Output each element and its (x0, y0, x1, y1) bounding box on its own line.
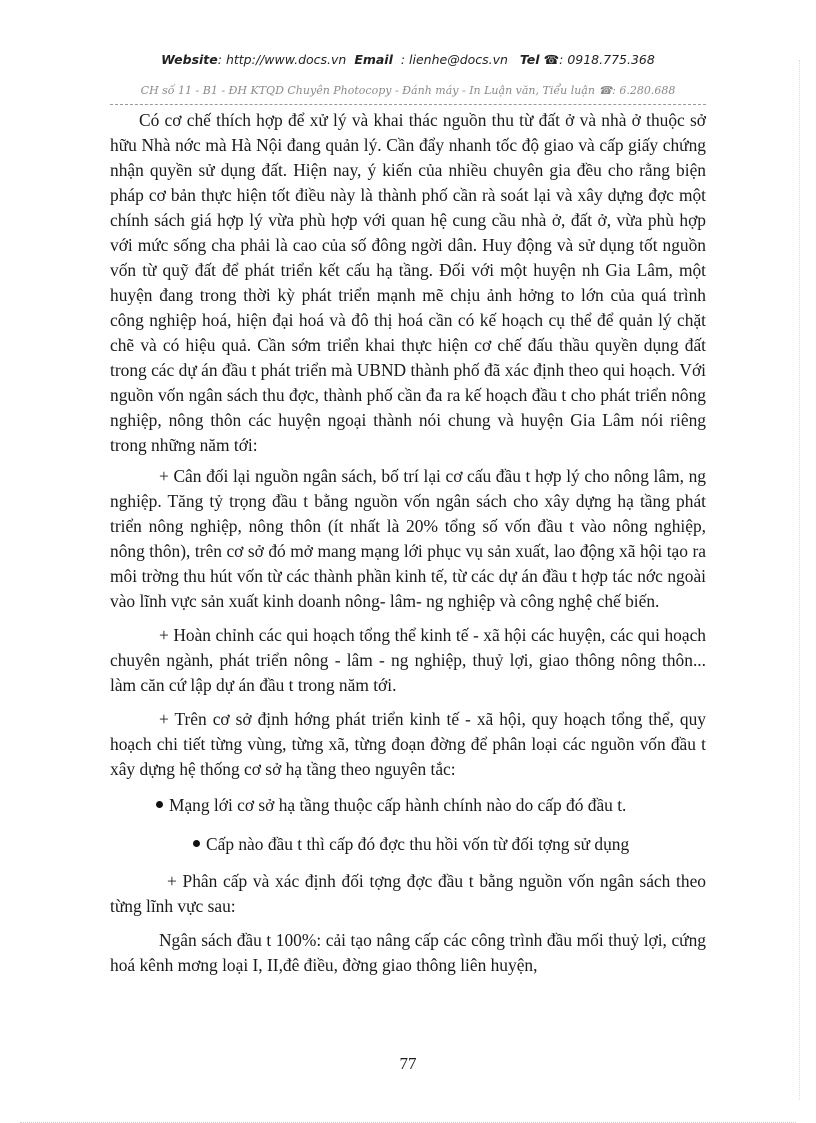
bullet-icon (193, 840, 200, 847)
document-body (110, 108, 706, 978)
tel-label: Tel (519, 52, 540, 67)
email-value: : lienhe@docs.vn (400, 52, 508, 67)
website-label: Website (161, 52, 218, 67)
paragraph: + Cân đối lại nguồn ngân sách, bố trí lại cơ cấu đầu t hợp lý cho nông lâm, ng nghiệp. Tăng tỷ trọng đầu t bằng nguồn vốn ngân sách cho xây dựng hạ tầng phát triển nông nghiệp, nông thôn (ít nhất là 20% tổng số vốn đầu t vào nông nghiệp, nông thôn), trên cơ sở đó mở mang mạng lới phục vụ sản xuất, lao động xã hội tạo ra môi trờng thu hút vốn từ các thành phần kinh tế, từ các dự án đầu t hợp tác nớc ngoài vào lĩnh vực sản xuất kinh doanh nông- lâm- ng nghiệp và công nghệ chế biến. (110, 466, 706, 611)
bullet-item (110, 793, 706, 818)
bullet-text: Cấp nào đầu t thì cấp đó đợc thu hồi vốn từ đối tợng sử dụng (206, 834, 630, 854)
paragraph: + Trên cơ sở định hớng phát triển kinh tế - xã hội, quy hoạch tổng thể, quy hoạch chi tiết từng vùng, từng xã, từng đoạn đờng để phân loại các nguồn vốn đầu t xây dựng hệ thống cơ sở hạ tầng theo nguyên tắc: (110, 709, 706, 779)
email-label: Email (354, 52, 393, 67)
phone-icon: ☎ (543, 52, 560, 67)
bullet-item (110, 832, 706, 857)
paragraph: Có cơ chế thích hợp để xử lý và khai thác nguồn thu từ đất ở và nhà ở thuộc sở hữu Nhà nớc mà Hà Nội đang quản lý. Cần đẩy nhanh tốc độ giao và cấp giấy chứng nhận quyền sử dụng đất. Hiện nay, ý kiến của nhiều chuyên gia đều cho rằng biện pháp cơ bản thực hiện tốt điều này là thành phố cần rà soát lại và xây dựng đợc một chính sách giá hợp lý vừa phù hợp với quan hệ cung cầu nhà ở, đất ở, vừa phù hợp với mức sống cha phải là cao của số đông ngời dân. Huy động và sử dụng tốt nguồn vốn từ quỹ đất để phát triển kết cấu hạ tầng. Đối với một huyện nh Gia Lâm, một huyện đang trong thời kỳ phát triển mạnh mẽ chịu ảnh hởng to lớn của quá trình công nghiệp hoá, hiện đại hoá và đô thị hoá cần có kế hoạch cụ thể để quản lý chặt chẽ và có hiệu quả. Cần sớm triển khai thực hiện cơ chế đấu thầu quyền dụng đất trong các dự án đầu t phát triển mà UBND thành phố đã xác định theo qui hoạch. Với nguồn vốn ngân sách thu đợc, thành phố cần đa ra kế hoạch đầu t cho phát triển nông nghiệp, nông thôn các huyện ngoại thành nói chung và huyện Gia Lâm nói riêng trong những năm tới: (110, 110, 706, 455)
tel-value: : 0918.775.368 (559, 52, 655, 67)
paragraph: + Phân cấp và xác định đối tợng đợc đầu t bằng nguồn vốn ngân sách theo từng lĩnh vực sau: (110, 871, 706, 916)
paragraph: Ngân sách đầu t 100%: cải tạo nâng cấp các công trình đầu mối thuỷ lợi, cứng hoá kênh mơng loại I, II,đê điều, đờng giao thông liên huyện, (110, 930, 706, 975)
bullet-text: Mạng lới cơ sở hạ tầng thuộc cấp hành chính nào do cấp đó đầu t. (169, 795, 627, 815)
header-contact-line (0, 52, 816, 67)
header-address-line: CH số 11 - B1 - ĐH KTQD Chuyên Photocopy - Đánh máy - In Luận văn, Tiểu luận ☎: 6.280.688 (140, 84, 676, 97)
bullet-icon (156, 801, 163, 808)
header-divider (110, 104, 706, 105)
page-number: 77 (399, 1054, 417, 1073)
page-edge-line (799, 60, 800, 1100)
website-value: : http://www.docs.vn (217, 52, 347, 67)
paragraph: + Hoàn chỉnh các qui hoạch tổng thể kinh tế - xã hội các huyện, các qui hoạch chuyên ngành, phát triển nông - lâm - ng nghiệp, thuỷ lợi, giao thông nông thôn... làm căn cứ lập dự án đầu t trong năm tới. (110, 625, 706, 695)
